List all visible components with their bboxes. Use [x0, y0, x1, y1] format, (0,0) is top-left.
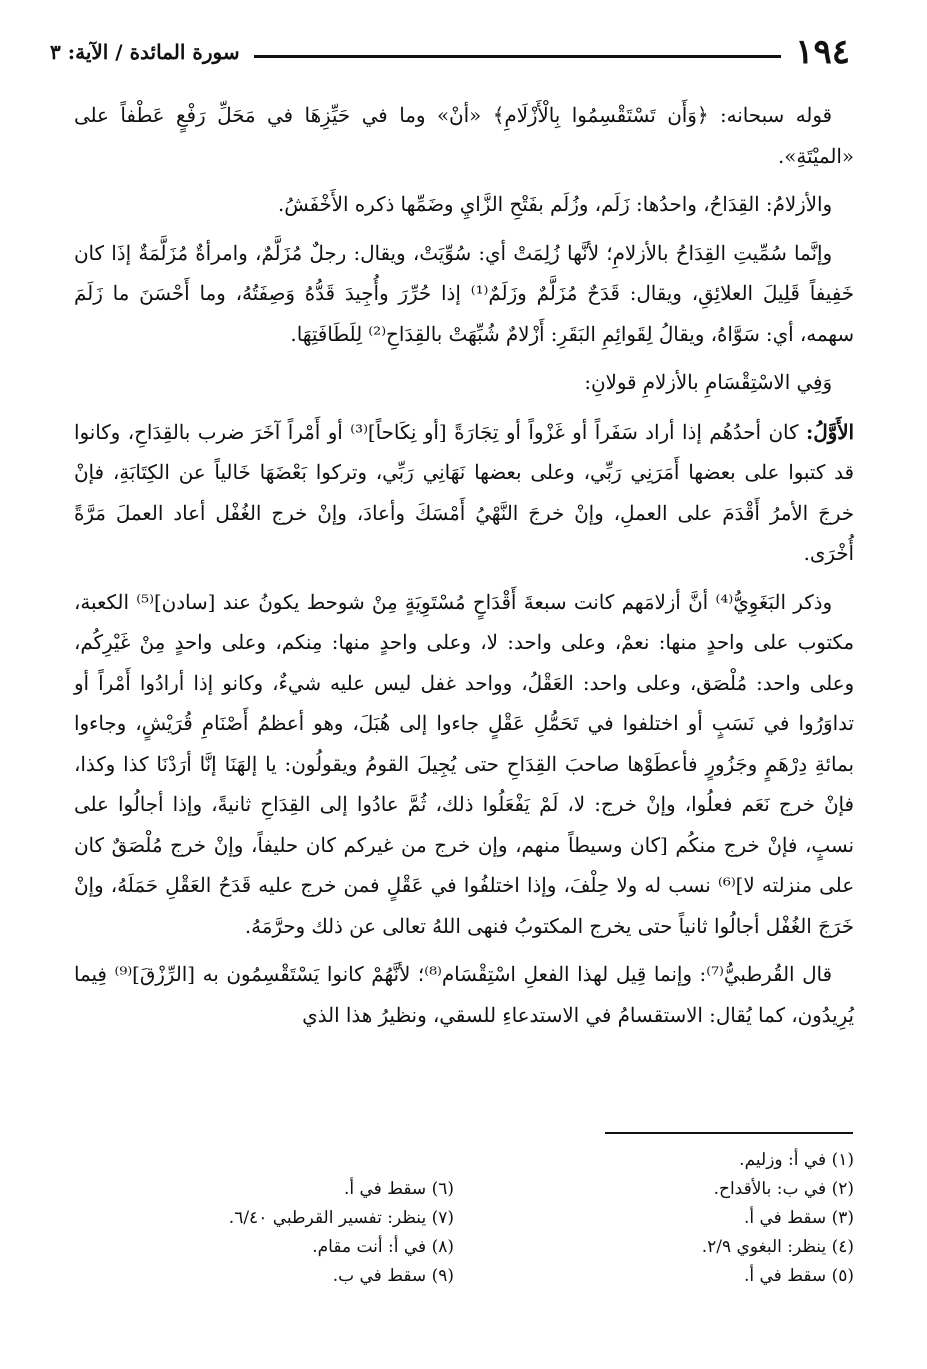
footnote-3: (٣) سقط في أ.	[743, 1208, 854, 1228]
footnote-6: (٦) سقط في أ.	[343, 1179, 454, 1199]
footnotes-right-column	[474, 1146, 854, 1291]
first-opinion-lead: الأَوَّلُ:	[805, 419, 854, 444]
footnotes-left-column	[74, 1146, 454, 1291]
footnote-separator	[605, 1132, 853, 1134]
paragraph-3: وإنَّما سُمِّيتِ القِدَاحُ بالأزلامِ؛ لأنَّها زُلِمَتْ أي: سُوِّيَتْ، ويقال: رجلٌ مُزَلَّمٌ، وامرأةٌ مُزَلَّمَةٌ إذَا كان خَفِيفاً قَلِيلَ العلائِقِ، ويقال: قَدَحٌ مُزَلَّمٌ وزَلَمٌ⁽¹⁾ إذا حُرِّرَ وأُجِيدَ قَدُّهُ وَصِفَتُهُ، وما أَحْسَنَ ما زَلَمَ سهمه، أي: سَوَّاهُ، ويقالُ لِقَوائِمِ البَقَرِ: أَزْلامٌ شُبِّهَتْ بالقِدَاحِ⁽²⁾ لِلَطَافَتِهَا.	[74, 241, 854, 346]
footnote-7: (٧) ينظر: تفسير القرطبي ٦/٤٠.	[228, 1208, 454, 1228]
footnote-8: (٨) في أ: أنت مقام.	[312, 1237, 454, 1257]
footnotes	[74, 1146, 854, 1316]
body-text	[74, 96, 854, 1044]
running-title: سورة المائدة / الآية: ٣	[50, 40, 240, 64]
footnote-2: (٢) في ب: بالأقداح.	[713, 1179, 854, 1199]
header-rule	[254, 55, 782, 58]
paragraph-baghawi: وذكر البَغَوِيُّ⁽⁴⁾ أنَّ أزلامَهم كانت سبعةَ أَقْدَاحٍ مُسْتَوِيَةٍ مِنْ شوحط يكونُ عند [سادن]⁽⁵⁾ الكعبة، مكتوب على واحدٍ منها: نعمْ، وعلى واحد: لا، وعلى واحدٍ منها: مِنكم، وعلى واحدٍ مِنْ غَيْرِكُم، وعلى واحد: مُلْصَق، وعلى واحد: العَقْلُ، وواحد غفل ليس عليه شيءٌ، وكانو إذا أرادُوا أَمْراً أو تداوَرُوا في نَسَبٍ أو اختلفوا في تَحَمُّلِ عَقْلٍ جاءوا إلى هُبَلَ، وهو أعظمُ أَصْنَامِ قُرَيْشٍ، وجاءوا بمائةِ دِرْهَمٍ وجَزُورٍ فأعطَوْها صاحبَ القِدَاحِ حتى يُجِيلَ القومُ ويقولُون: يا إلهَنَا إنَّا أرَدْنَا كذا وكذا، فإنْ خرج نَعَم فعلُوا، وإنْ خرج: لا، لَمْ يَفْعَلُوا ذلك، ثُمَّ عادُوا إلى القِدَاحِ ثانيةً، وإذا أجالُوا على نسبٍ، فإنْ خرج منكُم [كان وسيطاً منهم، وإن خرج من غيركم كان حليفاً، وإنْ خرج مُلْصَقٌ كان على منزلته لا]⁽⁶⁾ نسب له ولا حِلْفَ، وإذا اختلفُوا في عَقْلٍ فمن خرج عليه قَدَحُ العَقْلِ حَمَلَهُ، وإنْ خَرَجَ الغُفْل أجالُوا ثانياً حتى يخرج المكتوبُ فنهى اللهُ تعالى عن ذلك وحرَّمَهُ.	[74, 590, 854, 938]
page-number: ١٩٤	[795, 32, 850, 72]
paragraph-4: وَفِي الاسْتِقْسَامِ بالأزلامِ قولانِ:	[584, 371, 832, 394]
paragraph-1: قوله سبحانه: ﴿وَأَن تَسْتَقْسِمُوا بِالْأَزْلَامِ﴾ «أنْ» وما في حَيِّزِهَا في مَحَلِّ رَفْعٍ عَطْفاً على «الميْتَةِ».	[74, 104, 854, 168]
footnote-1: (١) في أ: وزليم.	[739, 1150, 854, 1170]
first-opinion-text: كان أحدُهُم إذا أراد سَفَراً أو غَزْواً أو تِجَارَةً [أو نِكَاحاً]⁽³⁾ أو أَمْراً آخَرَ ضرب بالقِدَاحِ، وكانوا قد كتبوا على بعضها أَمَرَنِي رَبِّي، وعلى بعضها نَهَانِي رَبِّي، وتركوا بَعْضَهَا خَالياً عن الكِتَابَةِ، فإنْ خرجَ الأمرُ أَقْدَمَ على العملِ، وإنْ خرجَ النَّهْيُ أَمْسَكَ وأعادَ، وإنْ خرج الغُفْل أعاد العملَ مَرَّةً أُخْرَى.	[74, 420, 854, 565]
footnote-9: (٩) سقط في ب.	[332, 1266, 454, 1286]
first-opinion-paragraph	[74, 412, 854, 575]
paragraph-qurtubi: قال القُرطبيُّ⁽⁷⁾: وإنما قِيل لهذا الفعلِ اسْتِقْسَام⁽⁸⁾؛ لأنَّهُمْ كانوا يَسْتَقْسِمُون به [الرِّزْقَ]⁽⁹⁾ فِيما يُرِيدُون، كما يُقال: الاستقسامُ في الاستدعاءِ للسقي، ونظيرُ هذا الذي	[74, 963, 854, 1027]
footnote-4: (٤) ينظر: البغوي ٢/٩.	[701, 1237, 854, 1257]
paragraph-2: والأزلامُ: القِدَاحُ، واحدُها: زَلَم، وزُلَم بفَتْحِ الزَّايِ وضَمِّها ذكره الأَخْفَشُ.	[277, 193, 832, 216]
page-header	[50, 30, 850, 74]
footnote-5: (٥) سقط في أ.	[743, 1266, 854, 1286]
